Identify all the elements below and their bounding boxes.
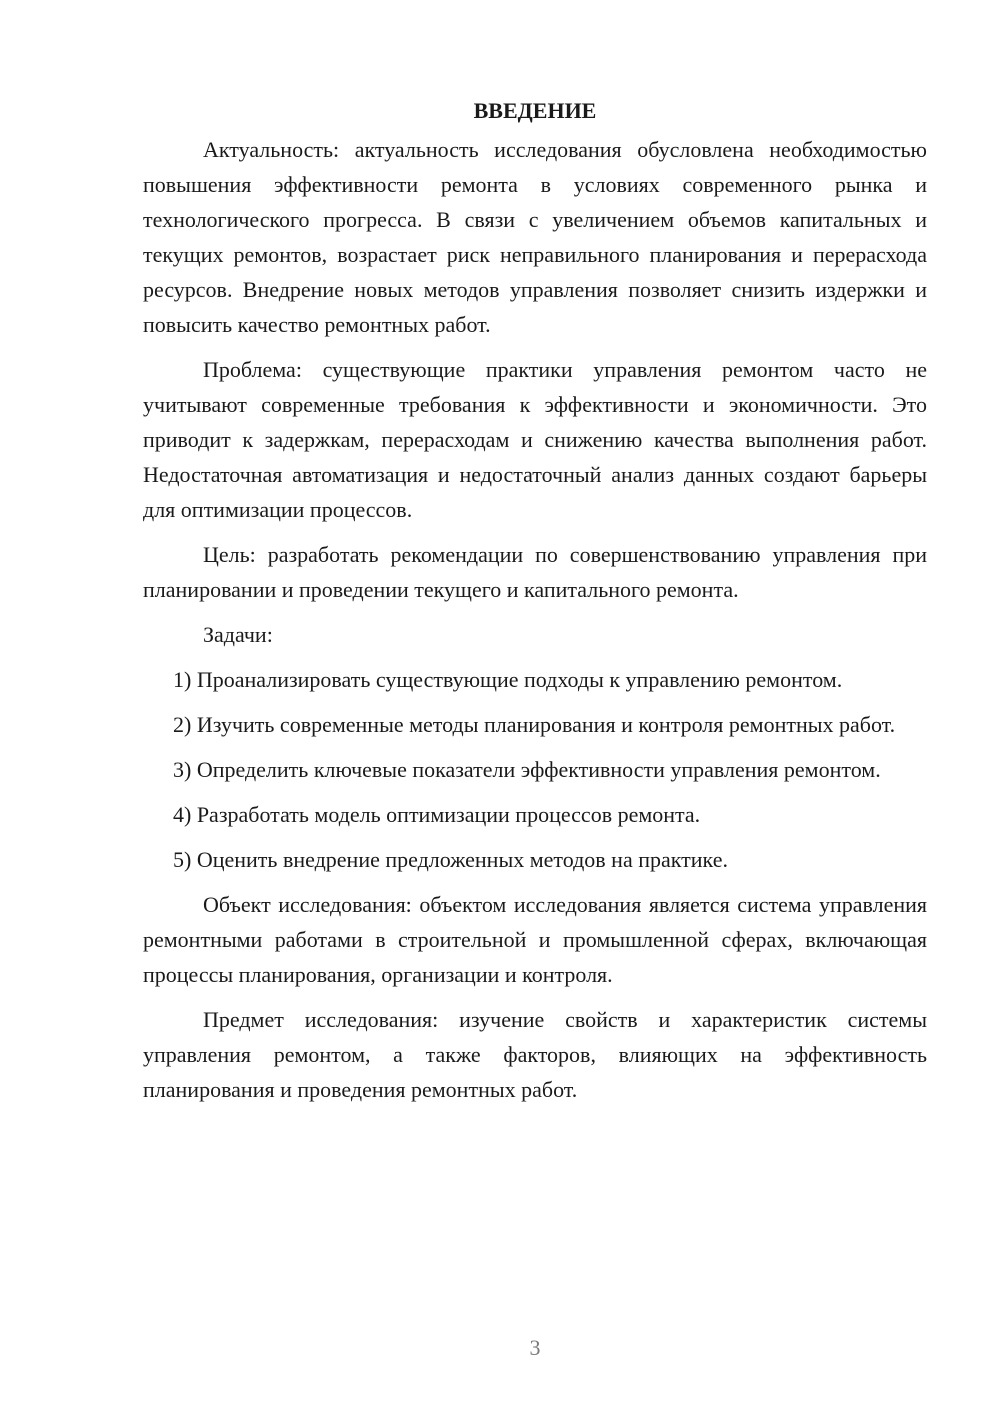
task-item-3: 3) Определить ключевые показатели эффективности управления ремонтом.: [173, 757, 881, 782]
tasks-label: Задачи:: [203, 622, 273, 647]
page-content: [143, 90, 927, 1117]
task-item-5: 5) Оценить внедрение предложенных методов на практике.: [173, 847, 728, 872]
page-title: ВВЕДЕНИЕ: [473, 98, 597, 123]
task-item-1: 1) Проанализировать существующие подходы к управлению ремонтом.: [173, 667, 843, 692]
paragraph-object: Объект исследования: объектом исследования является система управления ремонтными работами в строительной и промышленной сферах, включающая процессы планирования, организации и контроля.: [143, 892, 927, 987]
task-item-4: 4) Разработать модель оптимизации процессов ремонта.: [173, 802, 701, 827]
paragraph-goal: Цель: разработать рекомендации по совершенствованию управления при планировании и проведении текущего и капитального ремонта.: [143, 542, 927, 602]
paragraph-relevance: Актуальность: актуальность исследования обусловлена необходимостью повышения эффективности ремонта в условиях современного рынка и технологического прогресса. В связи с увеличением объемов капитальных и текущих ремонтов, возрастает риск неправильного планирования и перерасхода ресурсов. Внедрение новых методов управления позволяет снизить издержки и повысить качество ремонтных работ.: [143, 137, 927, 337]
task-item-2: 2) Изучить современные методы планирования и контроля ремонтных работ.: [173, 712, 896, 737]
page-number: 3: [529, 1335, 541, 1360]
paragraph-subject: Предмет исследования: изучение свойств и характеристик системы управления ремонтом, а также факторов, влияющих на эффективность планирования и проведения ремонтных работ.: [143, 1007, 927, 1102]
paragraph-problem: Проблема: существующие практики управления ремонтом часто не учитывают современные требования к эффективности и экономичности. Это приводит к задержкам, перерасходам и снижению качества выполнения работ. Недостаточная автоматизация и недостаточный анализ данных создают барьеры для оптимизации процессов.: [143, 357, 927, 522]
